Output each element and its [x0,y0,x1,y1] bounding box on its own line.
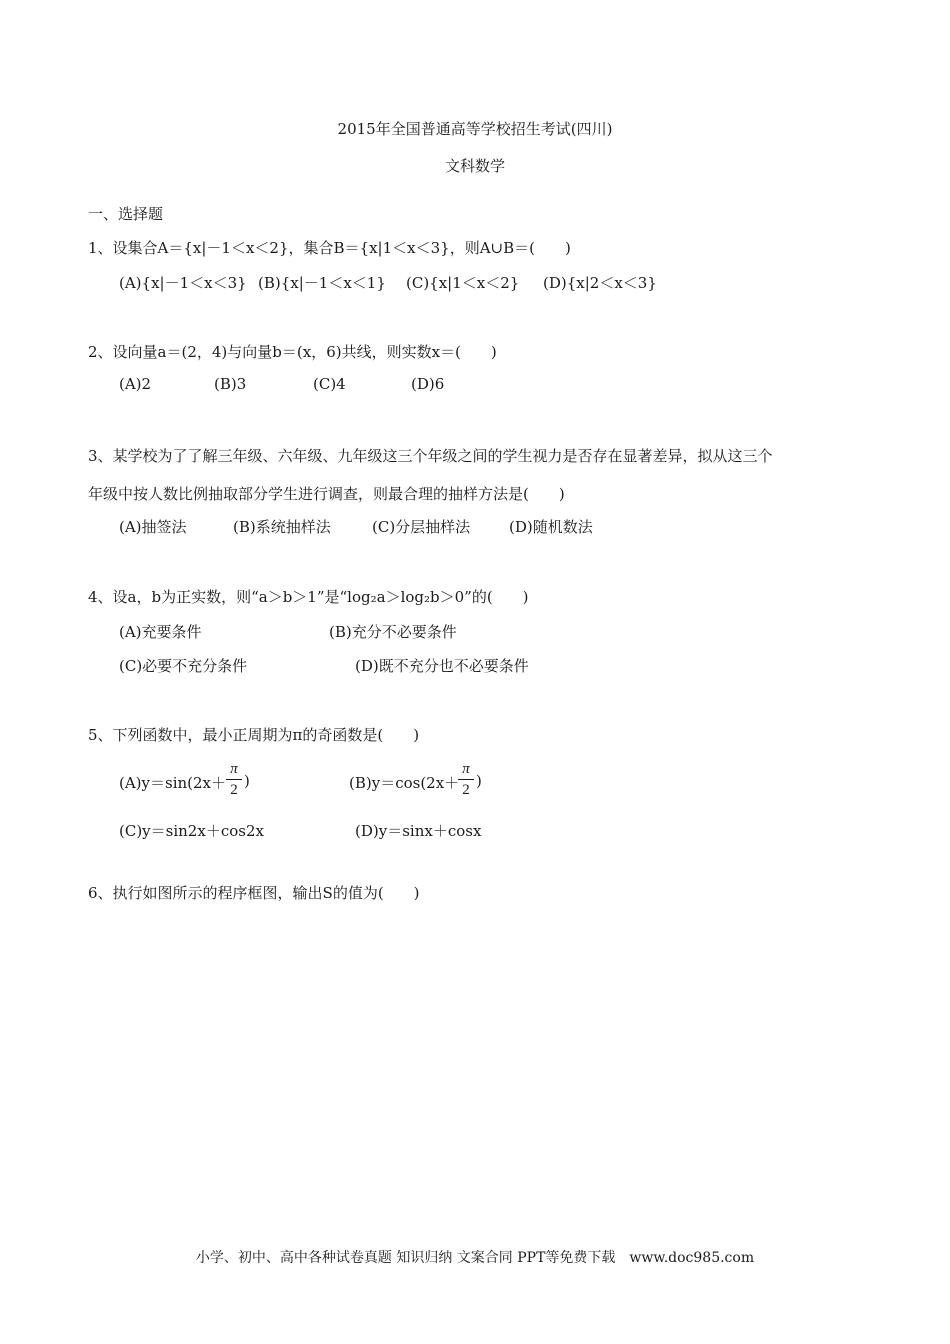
question-3-option-c: (C)分层抽样法 [372,518,471,536]
question-4-option-a: (A)充要条件 [119,623,202,641]
fraction-denominator: 2 [462,782,470,798]
question-5-option-a-suffix: ) [244,772,250,790]
question-4-option-d: (D)既不充分也不必要条件 [355,657,529,675]
question-5-stem: 5、下列函数中，最小正周期为π的奇函数是( ) [88,726,420,744]
question-2-stem: 2、设向量a＝(2，4)与向量b＝(x，6)共线，则实数x＝( ) [88,343,497,361]
fraction-numerator: π [230,761,238,777]
question-5-option-b-fraction [458,760,474,800]
question-4-stem: 4、设a，b为正实数，则“a＞b＞1”是“log₂a＞log₂b＞0”的( ) [88,588,529,606]
question-1-option-a: (A){x|－1＜x＜3} [119,274,247,292]
question-2-option-a: (A)2 [119,375,152,393]
question-3-option-b: (B)系统抽样法 [233,518,331,536]
question-5-option-a-prefix: (A)y＝sin(2x＋ [119,774,227,792]
exam-subtitle: 文科数学 [444,157,505,175]
question-2-option-b: (B)3 [214,375,247,393]
question-1-option-d: (D){x|2＜x＜3} [543,274,657,292]
question-2-option-c: (C)4 [313,375,346,393]
question-5-option-c: (C)y＝sin2x＋cos2x [119,822,264,840]
question-5-option-b-suffix: ) [476,772,482,790]
question-5-option-d: (D)y＝sinx＋cosx [355,822,482,840]
question-5-option-a-fraction [226,760,242,800]
question-4-option-c: (C)必要不充分条件 [119,657,248,675]
question-5-option-b-prefix: (B)y＝cos(2x＋ [349,774,460,792]
fraction-denominator: 2 [230,782,238,798]
page-footer: 小学、初中、高中各种试卷真题 知识归纳 文案合同 PPT等免费下载 www.doc985.com [195,1250,755,1266]
question-4-option-b: (B)充分不必要条件 [329,623,457,641]
question-1-option-c: (C){x|1＜x＜2} [406,274,520,292]
question-1-stem: 1、设集合A＝{x|－1＜x＜2}，集合B＝{x|1＜x＜3}，则A∪B＝( ) [88,239,571,257]
exam-title: 2015年全国普通高等学校招生考试(四川) [337,120,613,138]
question-3-option-a: (A)抽签法 [119,518,187,536]
question-2-option-d: (D)6 [411,375,445,393]
question-6-stem: 6、执行如图所示的程序框图，输出S的值为( ) [88,884,420,902]
question-3-stem-line-2: 年级中按人数比例抽取部分学生进行调查，则最合理的抽样方法是( ) [88,485,565,503]
question-3-stem-line-1: 3、某学校为了了解三年级、六年级、九年级这三个年级之间的学生视力是否存在显著差异，拟从这三个 [88,447,773,465]
question-1-option-b: (B){x|－1＜x＜1} [258,274,386,292]
question-3-option-d: (D)随机数法 [509,518,593,536]
fraction-numerator: π [462,761,470,777]
section-heading: 一、选择题 [88,205,164,223]
